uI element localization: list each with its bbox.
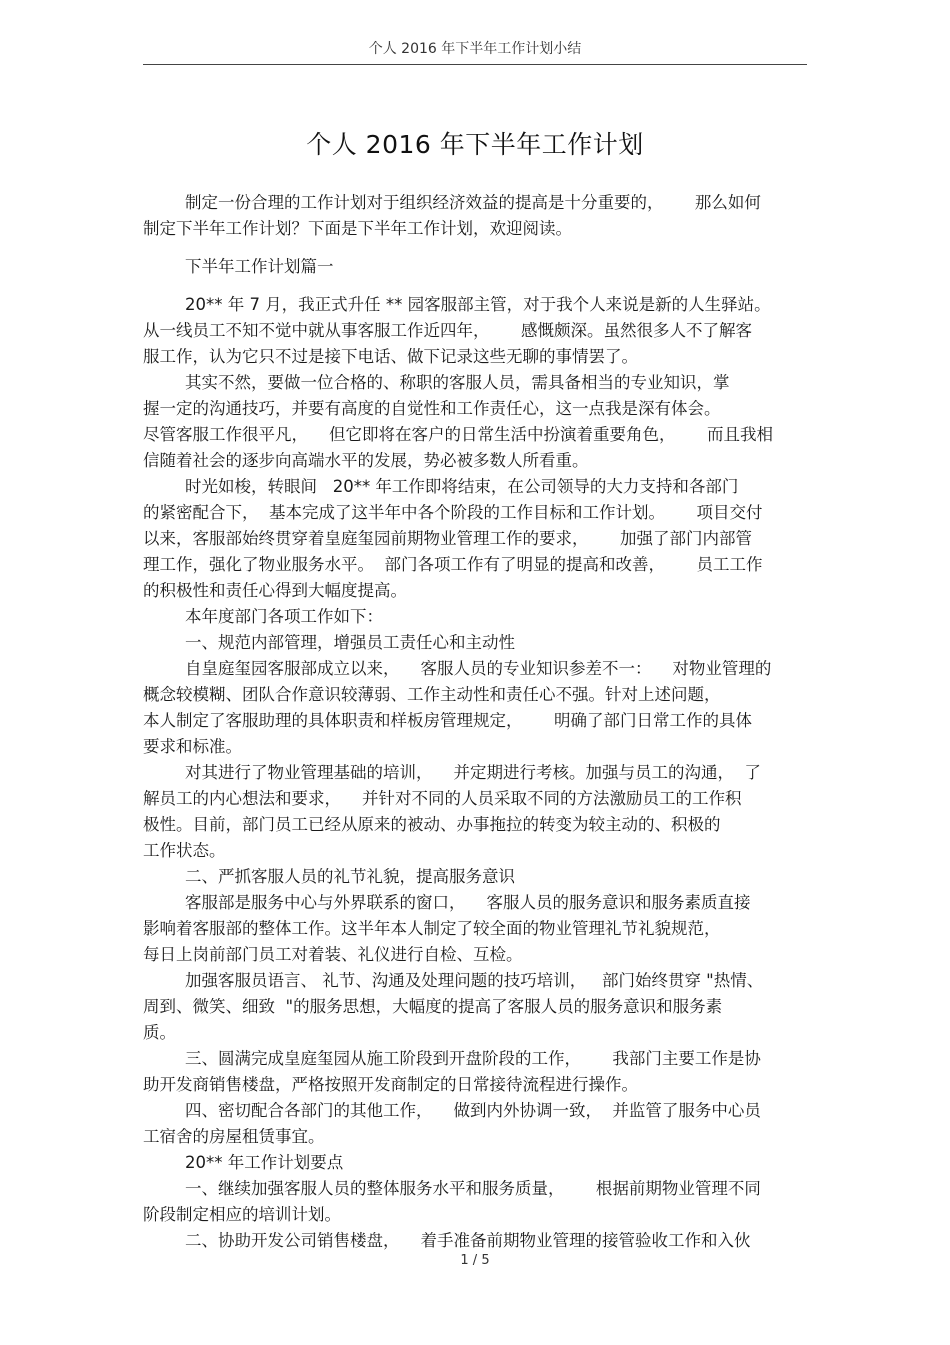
body-line: 本人制定了客服助理的具体职责和样板房管理规定， 明确了部门日常工作的具体: [143, 711, 752, 730]
body-line: 制定下半年工作计划？下面是下半年工作计划，欢迎阅读。: [143, 219, 572, 238]
body-line: 理工作，强化了物业服务水平。 部门各项工作有了明显的提高和改善， 员工工作: [143, 555, 763, 574]
body-line: 其实不然，要做一位合格的、称职的客服人员，需具备相当的专业知识，掌: [143, 373, 730, 392]
body-line: 自皇庭玺园客服部成立以来， 客服人员的专业知识参差不一： 对物业管理的: [143, 659, 772, 678]
body-line: 服工作，认为它只不过是接下电话、做下记录这些无聊的事情罢了。: [143, 347, 638, 366]
body-line: 对其进行了物业管理基础的培训， 并定期进行考核。加强与员工的沟通， 了: [143, 763, 761, 782]
body-line: 一、继续加强客服人员的整体服务水平和服务质量， 根据前期物业管理不同: [143, 1179, 761, 1198]
section-heading: 二、严抓客服人员的礼节礼貌，提高服务意识: [143, 867, 515, 886]
body-line: 解员工的内心想法和要求， 并针对不同的人员采取不同的方法激励员工的工作积: [143, 789, 742, 808]
body-line: 本年度部门各项工作如下：: [143, 607, 383, 626]
body-line: 制定一份合理的工作计划对于组织经济效益的提高是十分重要的， 那么如何: [143, 193, 761, 212]
section-heading: 一、规范内部管理，增强员工责任心和主动性: [143, 633, 515, 652]
body-line: 尽管客服工作很平凡， 但它即将在客户的日常生活中扮演着重要角色， 而且我相: [143, 425, 773, 444]
body-line: 要求和标准。: [143, 737, 242, 756]
section-heading: 下半年工作计划篇一: [143, 257, 334, 276]
document-title: 个人 2016 年下半年工作计划: [306, 130, 644, 159]
body-line: 每日上岗前部门员工对着装、礼仪进行自检、互检。: [143, 945, 523, 964]
body-line: 质。: [143, 1023, 176, 1042]
body-line: 二、协助开发公司销售楼盘， 着手准备前期物业管理的接管验收工作和入伙: [143, 1231, 751, 1250]
body-line: 时光如梭，转眼间 20** 年工作即将结束，在公司领导的大力支持和各部门: [143, 477, 739, 496]
body-line: 极性。目前，部门员工已经从原来的被动、办事拖拉的转变为较主动的、积极的: [143, 815, 721, 834]
body-line: 概念较模糊、团队合作意识较薄弱、工作主动性和责任心不强。针对上述问题，: [143, 685, 721, 704]
body-line: 的紧密配合下， 基本完成了这半年中各个阶段的工作目标和工作计划。 项目交付: [143, 503, 763, 522]
body-line: 从一线员工不知不觉中就从事客服工作近四年， 感慨颇深。虽然很多人不了解客: [143, 321, 752, 340]
body-line: 工作状态。: [143, 841, 226, 860]
header-rule: [143, 64, 807, 65]
body-line: 影响着客服部的整体工作。这半年本人制定了较全面的物业管理礼节礼貌规范，: [143, 919, 721, 938]
body-line: 阶段制定相应的培训计划。: [143, 1205, 341, 1224]
section-heading: 20** 年工作计划要点: [143, 1153, 344, 1172]
body-line: 的积极性和责任心得到大幅度提高。: [143, 581, 407, 600]
page-number: 1 / 5: [460, 1253, 490, 1268]
body-line: 信随着社会的逐步向高端水平的发展，势必被多数人所看重。: [143, 451, 589, 470]
body-line: 客服部是服务中心与外界联系的窗口， 客服人员的服务意识和服务素质直接: [143, 893, 751, 912]
body-line: 三、圆满完成皇庭玺园从施工阶段到开盘阶段的工作， 我部门主要工作是协: [143, 1049, 761, 1068]
body-line: 加强客服员语言、 礼节、沟通及处理问题的技巧培训， 部门始终贯穿 "热情、: [143, 971, 764, 990]
body-line: 20** 年 7 月，我正式升任 ** 园客服部主管，对于我个人来说是新的人生驿站。: [143, 295, 771, 314]
body-line: 握一定的沟通技巧，并要有高度的自觉性和工作责任心，这一点我是深有体会。: [143, 399, 721, 418]
running-header: 个人 2016 年下半年工作计划小结: [368, 41, 582, 57]
body-line: 周到、微笑、细致 "的服务思想，大幅度的提高了客服人员的服务意识和服务素: [143, 997, 723, 1016]
document-body: [143, 190, 807, 1254]
body-line: 工宿舍的房屋租赁事宜。: [143, 1127, 325, 1146]
body-line: 以来，客服部始终贯穿着皇庭玺园前期物业管理工作的要求， 加强了部门内部管: [143, 529, 752, 548]
body-line: 四、密切配合各部门的其他工作， 做到内外协调一致， 并监管了服务中心员: [143, 1101, 761, 1120]
body-line: 助开发商销售楼盘，严格按照开发商制定的日常接待流程进行操作。: [143, 1075, 638, 1094]
